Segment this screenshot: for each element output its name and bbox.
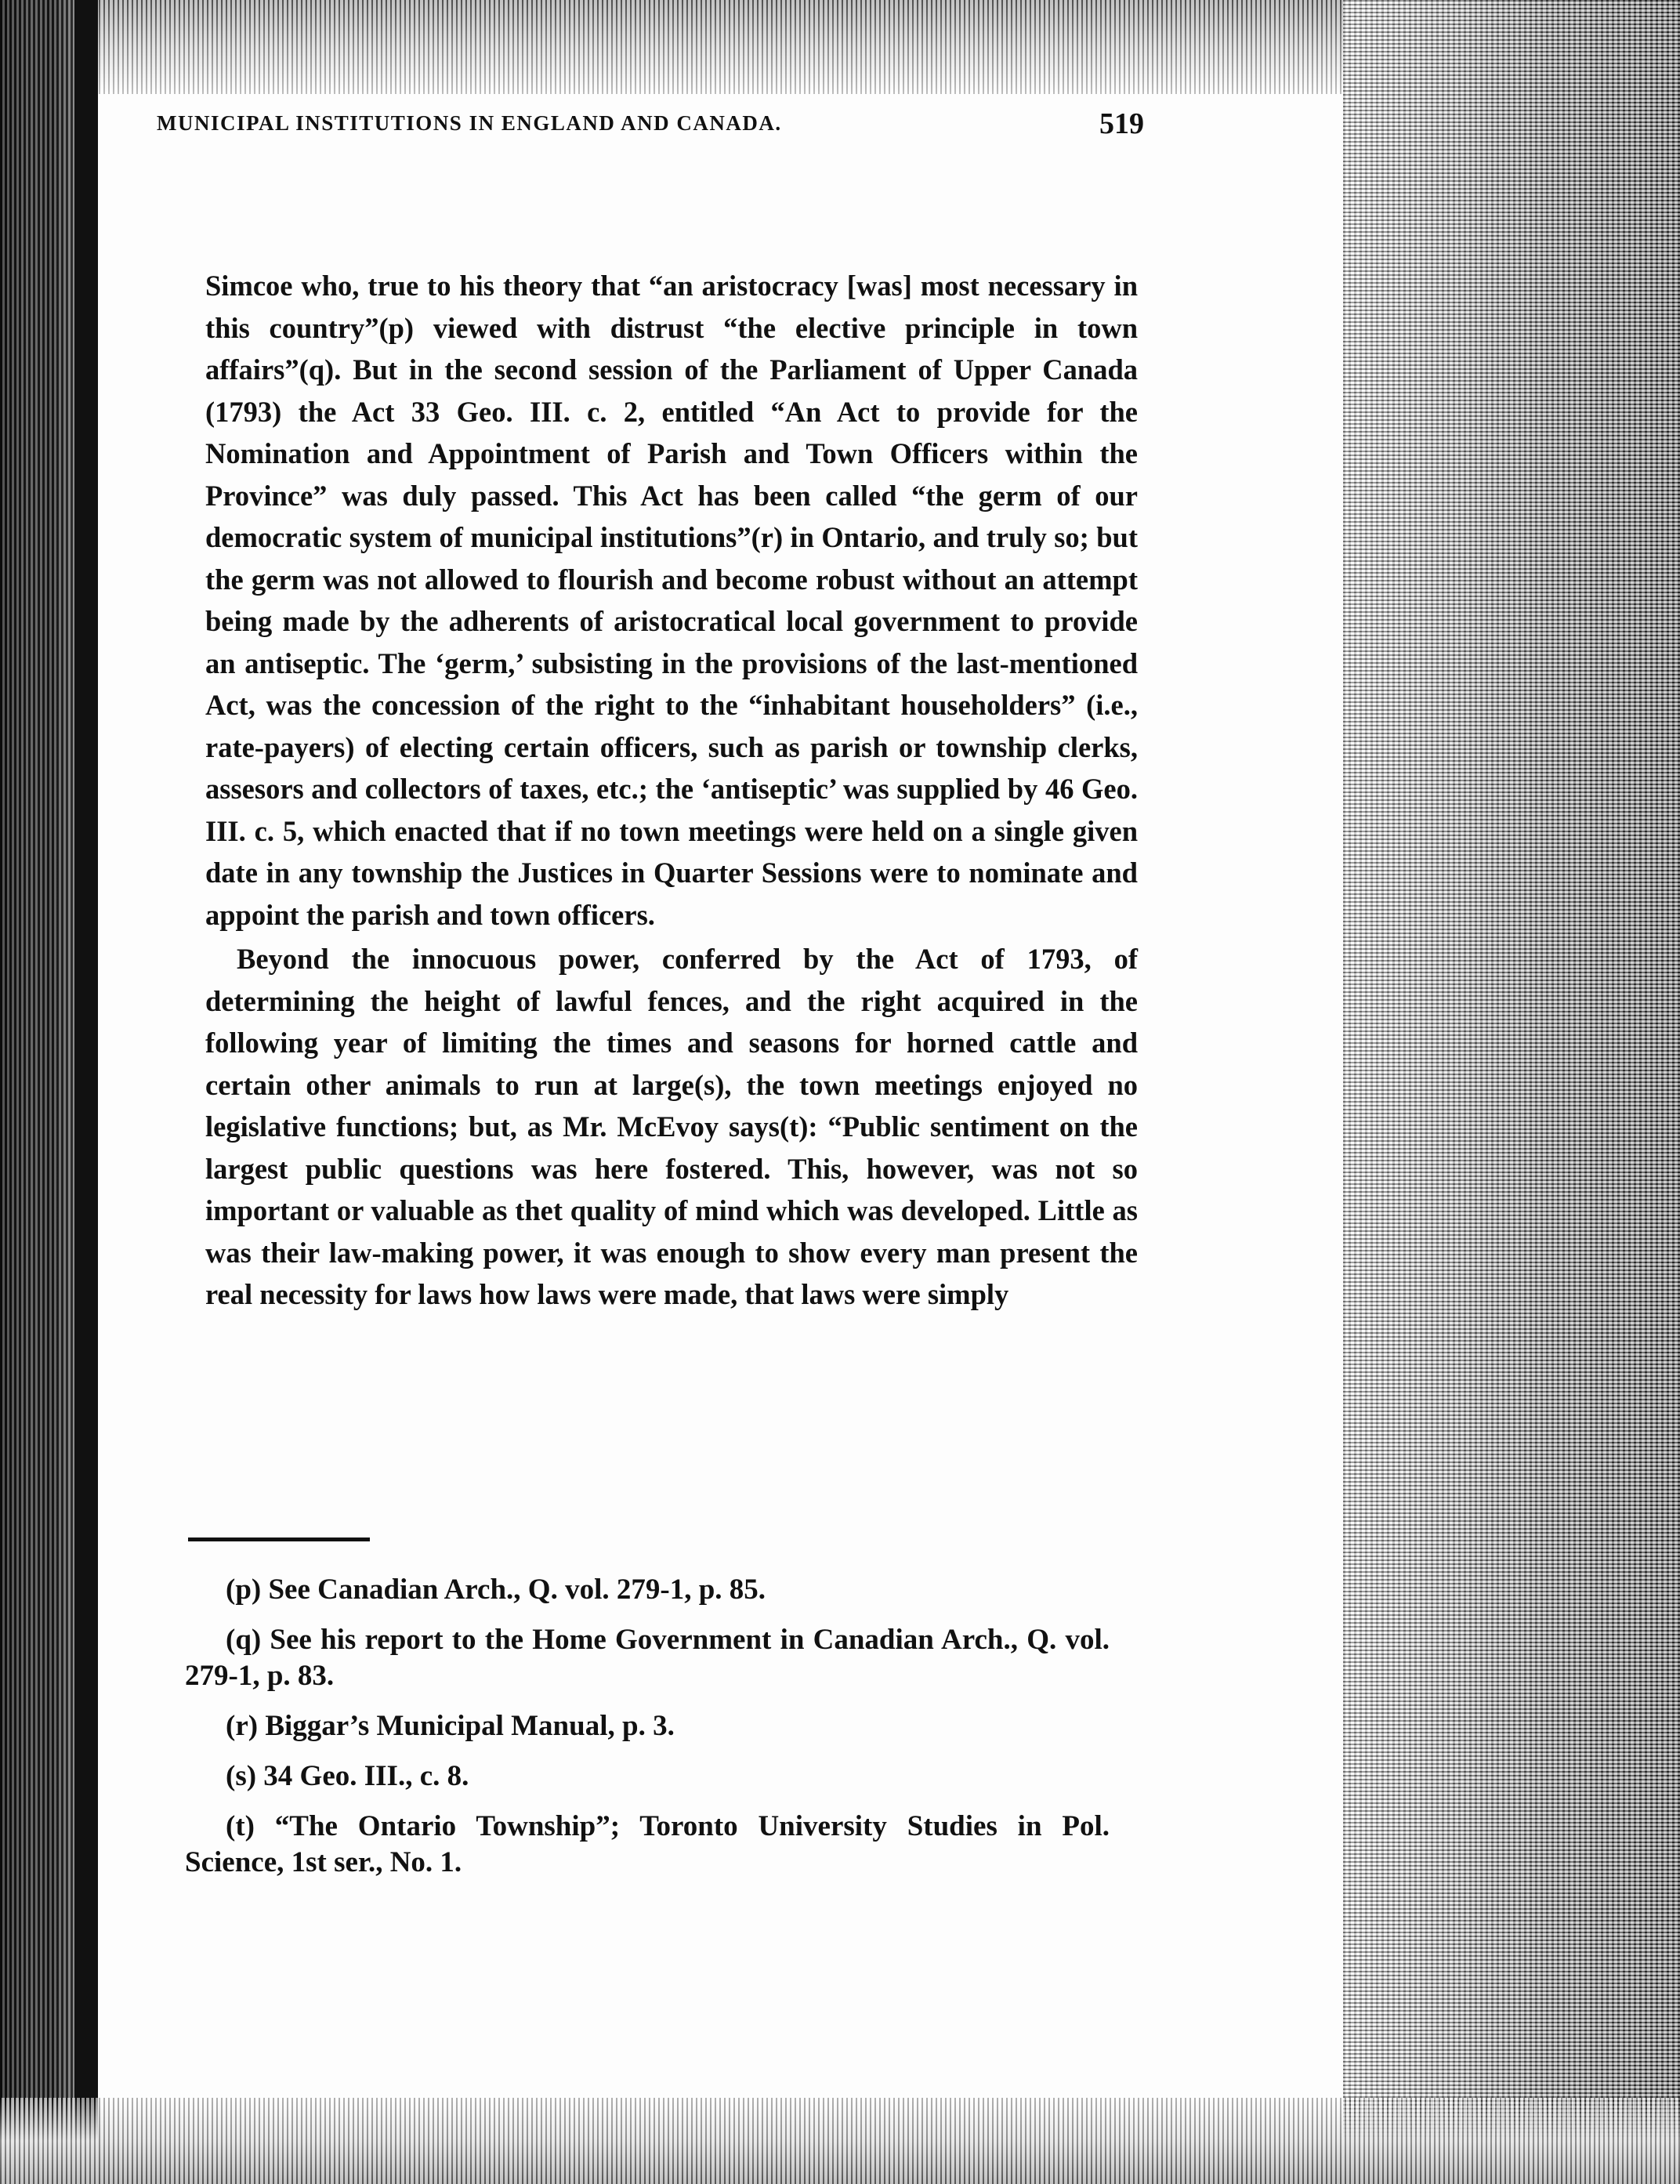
- footnote-divider: [188, 1537, 370, 1541]
- scan-border-left: [0, 0, 86, 2184]
- paragraph: Beyond the innocuous power, conferred by the Act of 1793, of determining the height of lawful fences, and the right acquired in the following year of limiting the times and seasons for horned cattle and certain other animals to run at large(s), the town meetings enjoyed no legislative functions; but, as Mr. McEvoy says(t): “Public sentiment on the largest public questions was here fostered. This, however, was not so important or valuable as thet quality of mind which was developed. Little as was their law-making power, it was enough to show every man present the real necessity for laws how laws were made, that laws were simply: [205, 943, 1138, 1310]
- footnotes: [185, 1572, 1110, 1895]
- page-number: 519: [1099, 107, 1144, 140]
- scan-border-bottom: [0, 2098, 1680, 2184]
- footnote-s: (s) 34 Geo. III., c. 8.: [226, 1760, 469, 1792]
- footnote-t: (t) “The Ontario Township”; Toronto University Studies in Pol. Science, 1st ser., No. 1.: [185, 1810, 1110, 1878]
- paragraph: Simcoe who, true to his theory that “an aristocracy [was] most necessary in this country”(p) viewed with distrust “the elective principle in town affairs”(q). But in the second session of the Parliament of Upper Canada (1793) the Act 33 Geo. III. c. 2, entitled “An Act to provide for the Nomination and Appointment of Parish and Town Officers within the Province” was duly passed. This Act has been called “the germ of our democratic system of municipal institutions”(r) in Ontario, and truly so; but the germ was not allowed to flourish and become robust without an attempt being made by the adherents of aristocratical local government to provide an antiseptic. The ‘germ,’ subsisting in the provisions of the last-mentioned Act, was the concession of the right to the “inhabitant householders” (i.e., rate-payers) of electing certain officers, such as parish or township clerks, assesors and collectors of taxes, etc.; the ‘antiseptic’ was supplied by 46 Geo. III. c. 5, which enacted that if no town meetings were held on a single given date in any township the Justices in Quarter Sessions were to nominate and appoint the parish and town officers.: [205, 270, 1138, 931]
- binding-shadow: [74, 0, 98, 2184]
- running-head: MUNICIPAL INSTITUTIONS IN ENGLAND AND CANADA.: [157, 111, 782, 135]
- footnote-q: (q) See his report to the Home Government in Canadian Arch., Q. vol. 279-1, p. 83.: [185, 1624, 1110, 1692]
- body-text: [205, 265, 1138, 1316]
- scan-border-right: [1343, 0, 1680, 2184]
- page-header: [157, 107, 1144, 158]
- footnote-p: (p) See Canadian Arch., Q. vol. 279-1, p. 85.: [226, 1574, 766, 1606]
- footnote-r: (r) Biggar’s Municipal Manual, p. 3.: [226, 1710, 675, 1742]
